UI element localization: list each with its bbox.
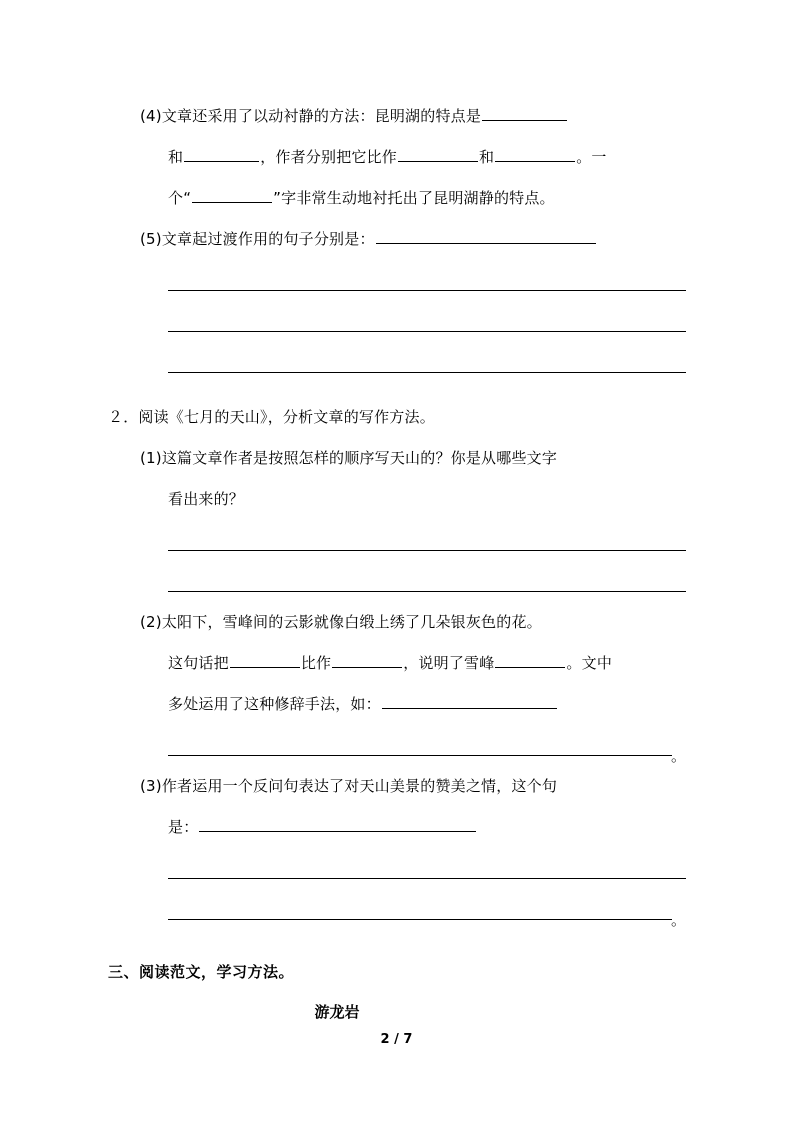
answer-rule-line[interactable] [108, 342, 686, 383]
q2-2-text-part-4: 。文中 [566, 654, 613, 672]
question-1-4-line-1 [108, 96, 686, 137]
answer-blank[interactable] [398, 146, 478, 162]
q2-3-text-cont: 是： [168, 818, 199, 836]
question-2-3-line-2 [108, 807, 686, 848]
reading-passage-title-text: 游龙岩 [314, 1003, 360, 1021]
q2-2-text-part-1: 这句话把 [168, 654, 229, 672]
period-mark: 。 [670, 911, 686, 929]
section-heading-three [108, 952, 686, 993]
q1-4-text-part-5: 。一 [576, 148, 607, 166]
q2-1-text: (1)这篇文章作者是按照怎样的顺序写天山的？你是从哪些文字 [140, 449, 558, 467]
q1-4-text-part-3: ，作者分别把它比作 [260, 148, 398, 166]
q1-4-text-part-1: (4)文章还采用了以动衬静的方法：昆明湖的特点是 [140, 107, 482, 125]
question-1-4-line-2 [108, 137, 686, 178]
question-2-2-line-2 [108, 643, 686, 684]
answer-rule-line[interactable] [108, 301, 686, 342]
q2-2-text: (2)太阳下，雪峰间的云影就像白缎上绣了几朵银灰色的花。 [140, 613, 542, 631]
period-mark: 。 [670, 747, 686, 765]
question-2-1-line-1 [108, 438, 686, 479]
question-2-2-line-1 [108, 602, 686, 643]
question-2-1-line-2 [108, 479, 686, 520]
answer-rule-line-with-period[interactable] [108, 725, 686, 766]
reading-passage-title [108, 993, 686, 1031]
answer-blank[interactable] [495, 652, 565, 668]
q1-4-text-part-7: ”字非常生动地衬托出了昆明湖静的特点。 [273, 189, 555, 207]
question-1-5-line-1 [108, 219, 686, 260]
question-2-stem [108, 397, 686, 438]
question-2-2-line-3 [108, 684, 686, 725]
page-number [0, 1032, 793, 1047]
q1-4-text-part-6: 个“ [168, 189, 192, 207]
answer-rule-line-with-period[interactable] [108, 889, 686, 930]
answer-rule-line[interactable] [108, 520, 686, 561]
q1-5-text: (5)文章起过渡作用的句子分别是： [140, 230, 375, 248]
answer-blank[interactable] [495, 146, 575, 162]
answer-rule-line[interactable] [108, 561, 686, 602]
answer-blank[interactable] [230, 652, 300, 668]
q2-1-text-cont: 看出来的？ [168, 490, 245, 508]
section-heading-text: 三、阅读范文，学习方法。 [108, 963, 295, 981]
q2-2-text-part-5: 多处运用了这种修辞手法，如： [168, 695, 381, 713]
page-number-text: 2 / 7 [380, 1032, 413, 1047]
q2-2-text-part-2: 比作 [300, 654, 332, 672]
question-2-3-line-1 [108, 766, 686, 807]
answer-rule-line[interactable] [108, 260, 686, 301]
q1-4-text-part-4: 和 [479, 148, 495, 166]
q2-2-text-part-3: ，说明了雪峰 [403, 654, 495, 672]
answer-blank[interactable] [332, 652, 402, 668]
q2-3-text: (3)作者运用一个反问句表达了对天山美景的赞美之情，这个句 [140, 777, 558, 795]
q1-4-text-part-2: 和 [168, 148, 184, 166]
answer-blank[interactable] [376, 228, 596, 244]
answer-blank[interactable] [192, 187, 272, 203]
q2-stem-text: ２．阅读《七月的天山》，分析文章的写作方法。 [108, 408, 435, 426]
answer-blank[interactable] [199, 816, 476, 832]
answer-blank[interactable] [482, 105, 567, 121]
answer-rule-line[interactable] [108, 848, 686, 889]
answer-blank[interactable] [184, 146, 259, 162]
question-1-4-line-3 [108, 178, 686, 219]
document-body [108, 96, 686, 1031]
answer-blank[interactable] [382, 693, 557, 709]
